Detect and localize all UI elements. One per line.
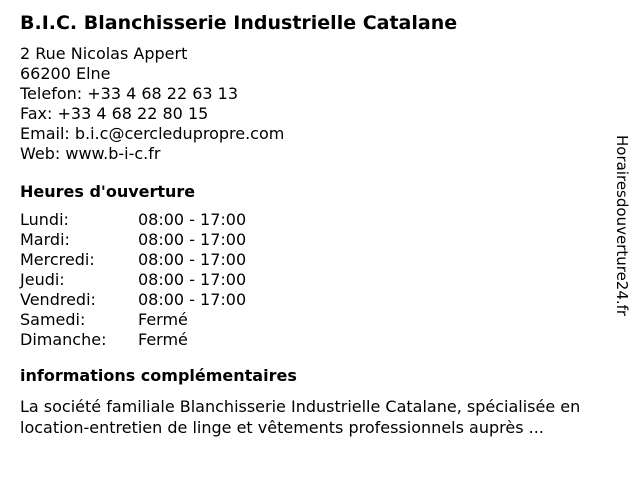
day-label: Dimanche: bbox=[20, 330, 107, 349]
hours-row-saturday bbox=[20, 310, 610, 330]
additional-info-text: La société familiale Blanchisserie Industrielle Catalane, spécialisée en location-entretien de linge et vêtements professionnels auprès ... bbox=[20, 397, 581, 437]
website-address: Web: www.b-i-c.fr bbox=[20, 144, 161, 163]
opening-hours-list bbox=[20, 210, 610, 350]
hours-row-sunday bbox=[20, 330, 610, 350]
day-label: Mercredi: bbox=[20, 250, 95, 269]
day-hours: 08:00 - 17:00 bbox=[138, 210, 247, 229]
hours-row-thursday bbox=[20, 270, 610, 290]
additional-info-title: informations complémentaires bbox=[20, 366, 297, 385]
day-hours: 08:00 - 17:00 bbox=[138, 230, 247, 249]
email-address: Email: b.i.c@cercledupropre.com bbox=[20, 124, 285, 143]
day-label: Mardi: bbox=[20, 230, 70, 249]
phone-number: Telefon: +33 4 68 22 63 13 bbox=[20, 84, 239, 103]
day-hours: Fermé bbox=[138, 330, 188, 349]
city-postcode: 66200 Elne bbox=[20, 64, 111, 83]
day-hours: 08:00 - 17:00 bbox=[138, 250, 247, 269]
fax-number: Fax: +33 4 68 22 80 15 bbox=[20, 104, 209, 123]
street-address: 2 Rue Nicolas Appert bbox=[20, 44, 188, 63]
hours-title: Heures d'ouverture bbox=[20, 182, 196, 201]
brand-watermark: Horairesdouverture24.fr bbox=[613, 135, 631, 317]
day-label: Samedi: bbox=[20, 310, 86, 329]
day-hours: Fermé bbox=[138, 310, 188, 329]
day-hours: 08:00 - 17:00 bbox=[138, 270, 247, 289]
hours-row-monday bbox=[20, 210, 610, 230]
day-hours: 08:00 - 17:00 bbox=[138, 290, 247, 309]
hours-row-wednesday bbox=[20, 250, 610, 270]
business-card bbox=[20, 10, 610, 438]
day-label: Vendredi: bbox=[20, 290, 96, 309]
business-name: B.I.C. Blanchisserie Industrielle Catalane bbox=[20, 12, 458, 34]
hours-row-friday bbox=[20, 290, 610, 310]
contact-info bbox=[20, 44, 610, 164]
day-label: Jeudi: bbox=[20, 270, 65, 289]
day-label: Lundi: bbox=[20, 210, 69, 229]
hours-row-tuesday bbox=[20, 230, 610, 250]
